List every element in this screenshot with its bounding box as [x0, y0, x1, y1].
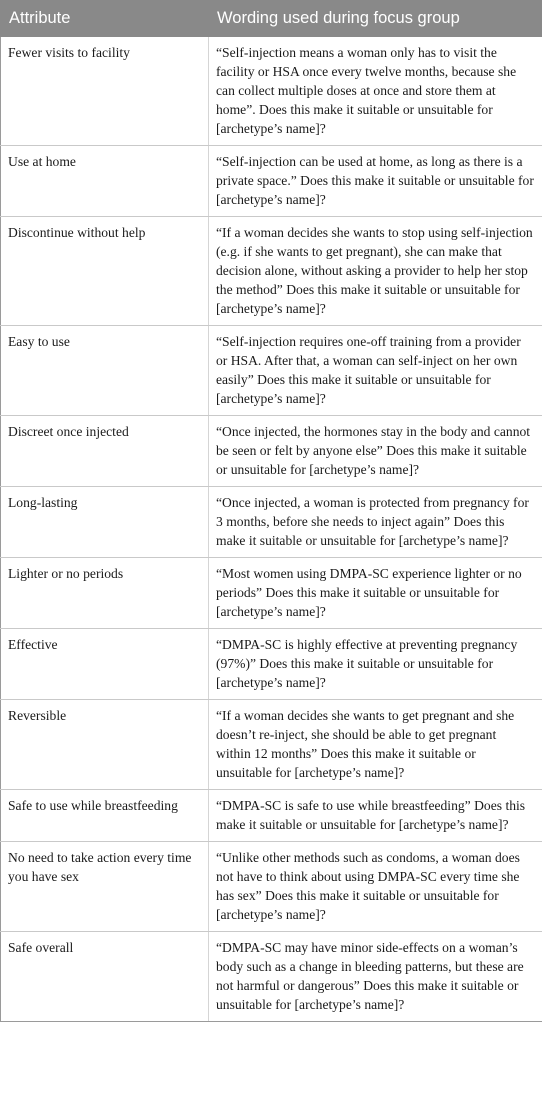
- table-row: [1, 842, 542, 932]
- table-row: [1, 629, 542, 700]
- attribute-cell: Discreet once injected: [1, 416, 209, 487]
- table-row: [1, 700, 542, 790]
- attribute-cell: Long-lasting: [1, 487, 209, 558]
- wording-cell: “Most women using DMPA-SC experience lighter or no periods” Does this make it suitable or unsuitable for [archetype’s name]?: [209, 558, 542, 629]
- header-attribute: Attribute: [1, 1, 209, 37]
- attribute-cell: Safe overall: [1, 932, 209, 1022]
- table-row: [1, 146, 542, 217]
- table-row: [1, 558, 542, 629]
- attribute-cell: Easy to use: [1, 326, 209, 416]
- table-row: [1, 37, 542, 146]
- table-row: [1, 416, 542, 487]
- header-wording: Wording used during focus group: [209, 1, 542, 37]
- table-row: [1, 326, 542, 416]
- attribute-cell: Effective: [1, 629, 209, 700]
- attribute-cell: Use at home: [1, 146, 209, 217]
- table-row: [1, 932, 542, 1022]
- attribute-cell: Discontinue without help: [1, 217, 209, 326]
- wording-cell: “Self-injection means a woman only has to visit the facility or HSA once every twelve months, because she can collect multiple doses at once and store them at home”. Does this make it suitable or unsuitable for [archetype’s name]?: [209, 37, 542, 146]
- table-header-row: [1, 1, 542, 37]
- attribute-cell: No need to take action every time you have sex: [1, 842, 209, 932]
- attribute-cell: Fewer visits to facility: [1, 37, 209, 146]
- wording-cell: “DMPA-SC may have minor side-effects on a woman’s body such as a change in bleeding patterns, but these are not harmful or dangerous” Does this make it suitable or unsuitable for [archetype’s name]?: [209, 932, 542, 1022]
- attribute-cell: Reversible: [1, 700, 209, 790]
- table-row: [1, 217, 542, 326]
- wording-cell: “Self-injection can be used at home, as long as there is a private space.” Does this make it suitable or unsuitable for [archetype’s name]?: [209, 146, 542, 217]
- attribute-cell: Safe to use while breastfeeding: [1, 790, 209, 842]
- wording-cell: “DMPA-SC is safe to use while breastfeeding” Does this make it suitable or unsuitable for [archetype’s name]?: [209, 790, 542, 842]
- wording-cell: “Self-injection requires one-off training from a provider or HSA. After that, a woman can self-inject on her own easily” Does this make it suitable or unsuitable for [archetype’s name]?: [209, 326, 542, 416]
- wording-cell: “If a woman decides she wants to stop using self-injection (e.g. if she wants to get pregnant), she can make that decision alone, without asking a provider to help her stop the method” Does this make it suitable or unsuitable for [archetype’s name]?: [209, 217, 542, 326]
- wording-cell: “DMPA-SC is highly effective at preventing pregnancy (97%)” Does this make it suitable or unsuitable for [archetype’s name]?: [209, 629, 542, 700]
- table-row: [1, 790, 542, 842]
- wording-cell: “Unlike other methods such as condoms, a woman does not have to think about using DMPA-SC every time she has sex” Does this make it suitable or unsuitable for [archetype’s name]?: [209, 842, 542, 932]
- wording-cell: “If a woman decides she wants to get pregnant and she doesn’t re-inject, she should be able to get pregnant within 12 months” Does this make it suitable or unsuitable for [archetype’s name]?: [209, 700, 542, 790]
- wording-cell: “Once injected, a woman is protected from pregnancy for 3 months, before she needs to inject again” Does this make it suitable or unsuitable for [archetype’s name]?: [209, 487, 542, 558]
- table-row: [1, 487, 542, 558]
- attribute-cell: Lighter or no periods: [1, 558, 209, 629]
- wording-cell: “Once injected, the hormones stay in the body and cannot be seen or felt by anyone else” Does this make it suitable or unsuitable for [archetype’s name]?: [209, 416, 542, 487]
